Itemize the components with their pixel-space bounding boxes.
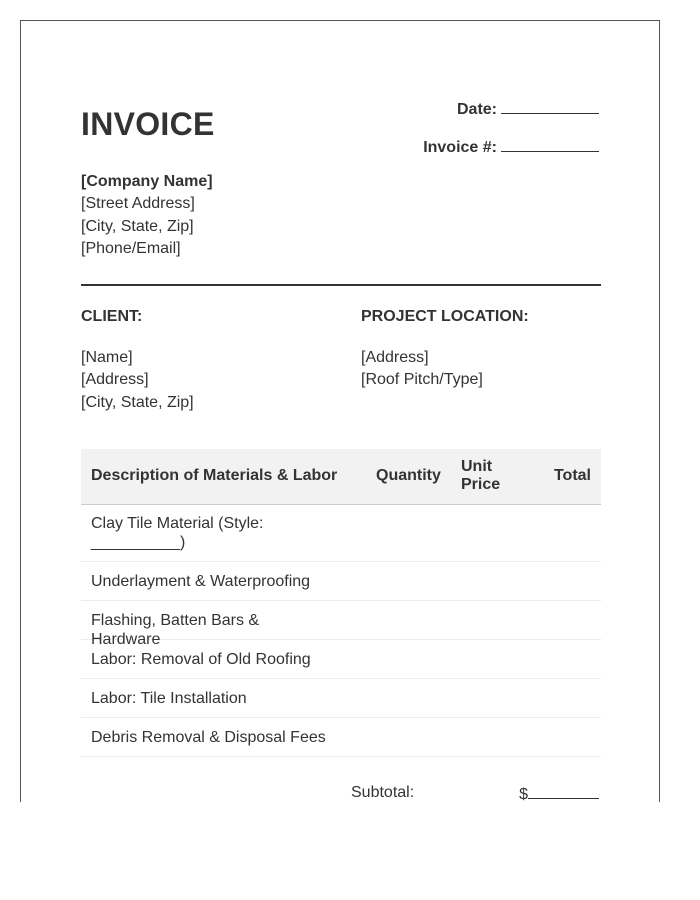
project-info <box>361 347 483 392</box>
header-unit-price-line1: Unit <box>461 458 493 475</box>
project-location-heading: PROJECT LOCATION: <box>361 308 529 325</box>
invoice-page <box>20 20 660 802</box>
date-label: Date: <box>456 101 497 118</box>
header-divider <box>81 284 601 286</box>
company-street: [Street Address] <box>81 195 195 213</box>
row-description: Debris Removal & Disposal Fees <box>91 729 326 746</box>
table-row <box>81 679 601 718</box>
table-row <box>81 601 601 648</box>
client-city: [City, State, Zip] <box>81 393 194 411</box>
header-unit-price <box>461 458 500 494</box>
company-name: [Company Name] <box>81 173 213 190</box>
row-description: Labor: Tile Installation <box>91 690 247 707</box>
row-description: Flashing, Batten Bars & Hardware <box>91 612 260 648</box>
row-description: Underlayment & Waterproofing <box>91 573 311 590</box>
header-unit-price-line2: Price <box>461 476 501 493</box>
invoice-title: INVOICE <box>81 106 215 142</box>
project-address: [Address] <box>361 349 429 366</box>
client-name: [Name] <box>81 349 133 366</box>
company-city: [City, State, Zip] <box>81 217 194 235</box>
row-description-line2: __________) <box>91 534 186 551</box>
project-roof: [Roof Pitch/Type] <box>361 371 483 389</box>
date-blank-line[interactable] <box>501 99 599 114</box>
date-field <box>457 99 599 119</box>
header-total: Total <box>553 467 591 484</box>
client-heading: CLIENT: <box>81 308 143 325</box>
subtotal-label: Subtotal: <box>351 784 415 801</box>
invoice-number-blank-line[interactable] <box>501 137 599 152</box>
header-description: Description of Materials & Labor <box>91 467 338 484</box>
table-header <box>81 449 601 505</box>
company-contact: [Phone/Email] <box>81 239 181 257</box>
invoice-number-label: Invoice #: <box>423 139 497 156</box>
row-description <box>91 514 331 552</box>
header-quantity: Quantity <box>376 467 441 484</box>
table-row <box>81 505 601 562</box>
line-items-table <box>81 449 601 757</box>
row-description: Labor: Removal of Old Roofing <box>91 651 311 668</box>
currency-symbol: $ <box>519 786 528 803</box>
table-row <box>81 718 601 757</box>
invoice-number-field <box>423 137 599 157</box>
row-description-line1: Clay Tile Material (Style: <box>91 515 264 532</box>
company-info <box>81 171 213 260</box>
client-address: [Address] <box>81 371 149 389</box>
table-row <box>81 640 601 679</box>
subtotal-value <box>519 784 599 804</box>
subtotal-blank-line[interactable] <box>528 784 599 799</box>
table-row <box>81 562 601 601</box>
client-info <box>81 347 194 414</box>
